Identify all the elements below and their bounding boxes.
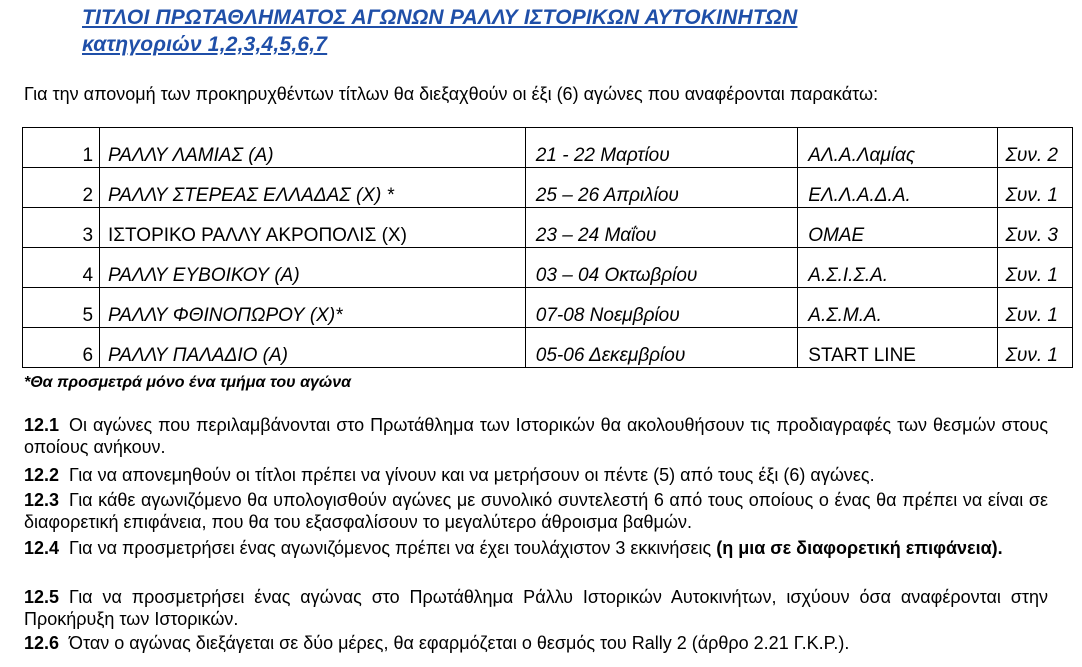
race-coefficient: Συν. 1 <box>997 288 1072 328</box>
race-name: ΡΑΛΛΥ ΦΘΙΝΟΠΩΡΟΥ (Χ)* <box>100 288 526 328</box>
paragraph-12-6 <box>24 632 1048 654</box>
races-table <box>22 127 1073 368</box>
race-name: ΡΑΛΛΥ ΕΥΒΟΙΚΟΥ (Α) <box>100 248 526 288</box>
race-date: 03 – 04 Οκτωβρίου <box>525 248 797 288</box>
race-organizer: ΑΛ.Α.Λαμίας <box>798 128 997 168</box>
paragraph-number: 12.4 <box>24 538 60 558</box>
table-row <box>23 248 1073 288</box>
paragraph-12-4 <box>24 537 1048 559</box>
paragraph-12-5 <box>24 586 1048 630</box>
table-row <box>23 128 1073 168</box>
intro-text: Για την απονομή των προκηρυχθέντων τίτλων θα διεξαχθούν οι έξι (6) αγώνες που αναφέρονται παρακάτω: <box>24 84 879 104</box>
paragraph-12-1 <box>24 414 1048 458</box>
paragraph-number: 12.1 <box>24 415 60 435</box>
race-name: ΡΑΛΛΥ ΠΑΛΑΔΙΟ (Α) <box>100 328 526 368</box>
race-name: ΡΑΛΛΥ ΣΤΕΡΕΑΣ ΕΛΛΑΔΑΣ (Χ) * <box>100 168 526 208</box>
table-row <box>23 328 1073 368</box>
race-number: 5 <box>23 288 100 328</box>
race-organizer: ΕΛ.Λ.Α.Δ.Α. <box>798 168 997 208</box>
table-row <box>23 288 1073 328</box>
race-date: 21 - 22 Μαρτίου <box>525 128 797 168</box>
race-date: 23 – 24 Μαΐου <box>525 208 797 248</box>
paragraph-12-2 <box>24 464 1048 486</box>
paragraph-number: 12.2 <box>24 465 60 485</box>
paragraph-number: 12.5 <box>24 587 60 607</box>
paragraph-number: 12.6 <box>24 633 60 653</box>
race-date: 05-06 Δεκεμβρίου <box>525 328 797 368</box>
race-name: ΡΑΛΛΥ ΛΑΜΙΑΣ (Α) <box>100 128 526 168</box>
race-name: ΙΣΤΟΡΙΚΟ ΡΑΛΛΥ ΑΚΡΟΠΟΛΙΣ (Χ) <box>100 208 526 248</box>
race-date: 07-08 Νοεμβρίου <box>525 288 797 328</box>
table-row <box>23 208 1073 248</box>
paragraph-emphasis: (η μια σε διαφορετική επιφάνεια). <box>716 538 1003 558</box>
paragraph-text: Για να απονεμηθούν οι τίτλοι πρέπει να γίνουν και να μετρήσουν οι πέντε (5) από τους έξι (6) αγώνες. <box>69 465 875 485</box>
race-coefficient: Συν. 1 <box>997 248 1072 288</box>
race-organizer: Α.Σ.Μ.Α. <box>798 288 997 328</box>
paragraph-12-3 <box>24 489 1048 533</box>
paragraph-text: Για να προσμετρήσει ένας αγώνας στο Πρωτάθλημα Ράλλυ Ιστορικών Αυτοκινήτων, ισχύουν όσα αναφέρονται στην Προκήρυξη των Ιστορικών. <box>24 587 1048 629</box>
race-coefficient: Συν. 3 <box>997 208 1072 248</box>
race-date: 25 – 26 Απριλίου <box>525 168 797 208</box>
paragraph-text: Για κάθε αγωνιζόμενο θα υπολογισθούν αγώνες με συνολικό συντελεστή 6 από τους οποίους ο ένας θα πρέπει να είναι σε διαφορετική επιφάνεια, που θα του εξασφαλίσουν το μεγαλύτερο άθροισμα βαθμών. <box>24 490 1048 532</box>
table-row <box>23 168 1073 208</box>
race-coefficient: Συν. 1 <box>997 168 1072 208</box>
document-subtitle: κατηγοριών 1,2,3,4,5,6,7 <box>82 33 328 56</box>
race-coefficient: Συν. 2 <box>997 128 1072 168</box>
paragraph-text: Όταν ο αγώνας διεξάγεται σε δύο μέρες, θα εφαρμόζεται ο θεσμός του Rally 2 (άρθρο 2.21 Γ.Κ.Ρ.). <box>69 633 850 653</box>
race-organizer: ΟΜΑΕ <box>798 208 997 248</box>
race-coefficient: Συν. 1 <box>997 328 1072 368</box>
paragraph-text: Οι αγώνες που περιλαμβάνονται στο Πρωτάθλημα των Ιστορικών θα ακολουθήσουν τις προδιαγραφές των θεσμών στους οποίους ανήκουν. <box>24 415 1048 457</box>
race-number: 2 <box>23 168 100 208</box>
race-organizer: START LINE <box>798 328 997 368</box>
paragraph-text: Για να προσμετρήσει ένας αγωνιζόμενος πρέπει να έχει τουλάχιστον 3 εκκινήσεις <box>69 538 712 558</box>
race-number: 6 <box>23 328 100 368</box>
table-footnote: *Θα προσμετρά μόνο ένα τμήμα του αγώνα <box>24 374 352 391</box>
paragraph-number: 12.3 <box>24 490 60 510</box>
race-number: 3 <box>23 208 100 248</box>
document-title: ΤΙΤΛΟΙ ΠΡΩΤΑΘΛΗΜΑΤΟΣ ΑΓΩΝΩΝ ΡΑΛΛΥ ΙΣΤΟΡΙΚΩΝ ΑΥΤΟΚΙΝΗΤΩΝ <box>82 6 798 29</box>
race-number: 1 <box>23 128 100 168</box>
race-organizer: Α.Σ.Ι.Σ.Α. <box>798 248 997 288</box>
race-number: 4 <box>23 248 100 288</box>
